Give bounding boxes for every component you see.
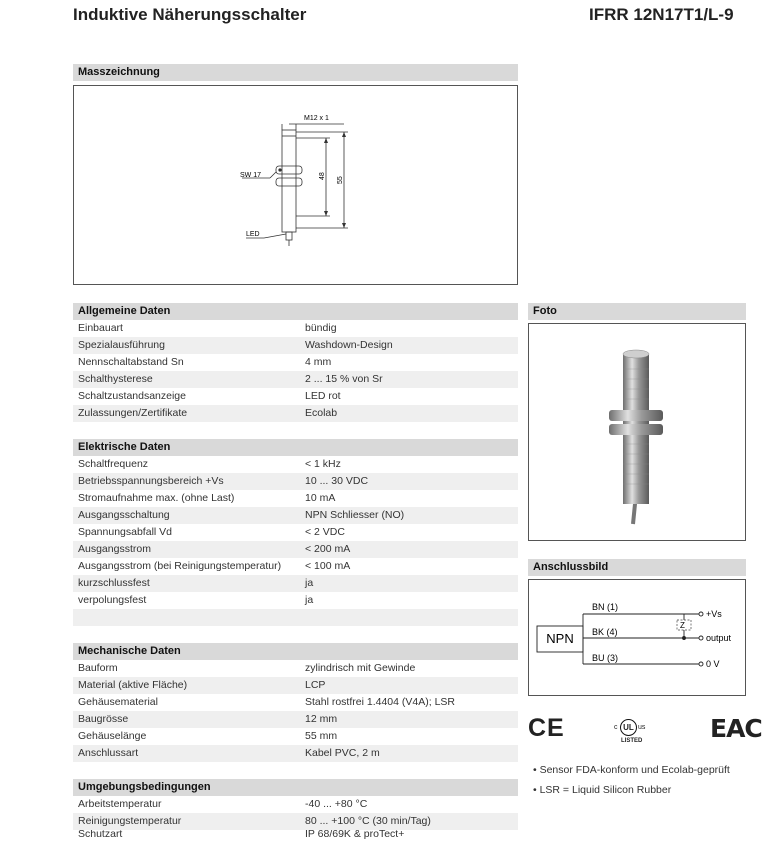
table-row bbox=[73, 728, 518, 745]
thread-label: M12 x 1 bbox=[304, 115, 329, 122]
row-value: 10 mA bbox=[305, 492, 336, 504]
table-row bbox=[73, 524, 518, 541]
dimension-55-label: 55 bbox=[337, 176, 344, 184]
table-row bbox=[73, 354, 518, 371]
row-key: Arbeitstemperatur bbox=[78, 798, 162, 810]
table-row bbox=[73, 813, 518, 830]
row-value: LED rot bbox=[305, 390, 341, 402]
row-value: Washdown-Design bbox=[305, 339, 393, 351]
table-row bbox=[73, 541, 518, 558]
wire-bk-label: BK (4) bbox=[592, 627, 618, 637]
wire-bu-label: BU (3) bbox=[592, 653, 619, 663]
wiring-diagram bbox=[528, 579, 746, 696]
row-key: Schaltfrequenz bbox=[78, 458, 149, 470]
section-heading-mechanische-daten: Mechanische Daten bbox=[73, 643, 518, 660]
led-label: LED bbox=[246, 231, 260, 238]
row-key: Einbauart bbox=[78, 322, 123, 334]
table-row-empty bbox=[73, 609, 518, 626]
eac-mark-icon: EAC bbox=[710, 714, 762, 743]
table-row bbox=[73, 745, 518, 762]
row-key: Ausgangsstrom bbox=[78, 543, 151, 555]
row-value: Kabel PVC, 2 m bbox=[305, 747, 380, 759]
ul-c-label: c bbox=[614, 724, 618, 731]
section-heading-foto: Foto bbox=[528, 303, 746, 320]
load-z-label: Z bbox=[680, 621, 685, 630]
row-value: < 1 kHz bbox=[305, 458, 341, 470]
table-row bbox=[73, 677, 518, 694]
row-value: LCP bbox=[305, 679, 326, 691]
table-row bbox=[73, 371, 518, 388]
row-key: Schaltzustandsanzeige bbox=[78, 390, 186, 402]
table-row bbox=[73, 337, 518, 354]
row-key: Ausgangsschaltung bbox=[78, 509, 170, 521]
row-key: Schalthysterese bbox=[78, 373, 153, 385]
table-row bbox=[73, 660, 518, 677]
table-row bbox=[73, 490, 518, 507]
section-heading-elektrische-daten: Elektrische Daten bbox=[73, 439, 518, 456]
row-key: Zulassungen/Zertifikate bbox=[78, 407, 188, 419]
row-key: Spezialausführung bbox=[78, 339, 165, 351]
table-row bbox=[73, 592, 518, 609]
table-elektrische-daten bbox=[73, 456, 518, 626]
section-heading-allgemeine-daten: Allgemeine Daten bbox=[73, 303, 518, 320]
row-key: Ausgangsstrom (bei Reinigungstemperatur) bbox=[78, 560, 282, 572]
terminal-0v-label: 0 V bbox=[706, 659, 720, 669]
row-key: Bauform bbox=[78, 662, 118, 674]
row-value: bündig bbox=[305, 322, 337, 334]
row-key: Baugrösse bbox=[78, 713, 129, 725]
table-row bbox=[73, 473, 518, 490]
row-value: zylindrisch mit Gewinde bbox=[305, 662, 416, 674]
row-key: verpolungsfest bbox=[78, 594, 147, 606]
row-value: NPN Schliesser (NO) bbox=[305, 509, 405, 521]
row-key: Nennschaltabstand Sn bbox=[78, 356, 184, 368]
row-value: 80 ... +100 °C (30 min/Tag) bbox=[305, 815, 431, 827]
table-row bbox=[73, 830, 518, 841]
table-row bbox=[73, 507, 518, 524]
table-row bbox=[73, 796, 518, 813]
row-key: Anschlussart bbox=[78, 747, 139, 759]
table-row bbox=[73, 405, 518, 422]
row-value: Ecolab bbox=[305, 407, 338, 419]
table-umgebungsbedingungen bbox=[73, 796, 518, 841]
row-value: 10 ... 30 VDC bbox=[305, 475, 369, 487]
row-key: kurzschlussfest bbox=[78, 577, 150, 589]
table-allgemeine-daten bbox=[73, 320, 518, 422]
table-row bbox=[73, 456, 518, 473]
row-key: Reinigungstemperatur bbox=[78, 815, 182, 827]
ul-listed-mark-icon bbox=[614, 719, 650, 745]
row-value: ja bbox=[305, 594, 314, 606]
row-key: Spannungsabfall Vd bbox=[78, 526, 172, 538]
table-row bbox=[73, 575, 518, 592]
row-value: < 200 mA bbox=[305, 543, 351, 555]
row-value: 55 mm bbox=[305, 730, 338, 742]
row-value: < 2 VDC bbox=[305, 526, 345, 538]
ce-mark-icon: CE bbox=[528, 714, 565, 742]
ul-logo: UL bbox=[620, 719, 637, 736]
row-value: 2 ... 15 % von Sr bbox=[305, 373, 383, 385]
section-heading-masszeichnung: Masszeichnung bbox=[73, 64, 518, 81]
ul-listed-label: LISTED bbox=[621, 738, 643, 744]
note-fda: • Sensor FDA-konform und Ecolab-geprüft bbox=[533, 764, 730, 776]
npn-label: NPN bbox=[546, 631, 574, 646]
row-key: Stromaufnahme max. (ohne Last) bbox=[78, 492, 235, 504]
row-value: ja bbox=[305, 577, 314, 589]
table-row bbox=[73, 694, 518, 711]
model-number: IFRR 12N17T1/L-9 bbox=[589, 5, 734, 24]
wiring-diagram-svg bbox=[529, 580, 745, 695]
row-key: Schutzart bbox=[78, 830, 123, 840]
row-value: IP 68/69K & proTect+ bbox=[305, 830, 405, 840]
terminal-vs-label: +Vs bbox=[706, 609, 722, 619]
dimension-drawing bbox=[73, 85, 518, 285]
product-photo bbox=[528, 323, 746, 541]
wire-bn-label: BN (1) bbox=[592, 602, 619, 612]
row-value: 4 mm bbox=[305, 356, 332, 368]
section-heading-umgebungsbedingungen: Umgebungsbedingungen bbox=[73, 779, 518, 796]
row-key: Material (aktive Fläche) bbox=[78, 679, 188, 691]
table-row bbox=[73, 711, 518, 728]
terminal-output-label: output bbox=[706, 633, 732, 643]
wrench-size-label: SW 17 bbox=[240, 172, 262, 179]
ul-us-label: us bbox=[638, 724, 646, 731]
row-value: Stahl rostfrei 1.4404 (V4A); LSR bbox=[305, 696, 455, 708]
row-value: 12 mm bbox=[305, 713, 338, 725]
row-key: Betriebsspannungsbereich +Vs bbox=[78, 475, 224, 487]
table-row bbox=[73, 320, 518, 337]
document-title: Induktive Näherungsschalter bbox=[73, 5, 307, 24]
note-lsr: • LSR = Liquid Silicon Rubber bbox=[533, 784, 672, 796]
dimension-48-label: 48 bbox=[319, 172, 326, 180]
section-heading-anschlussbild: Anschlussbild bbox=[528, 559, 746, 576]
table-mechanische-daten bbox=[73, 660, 518, 762]
row-key: Gehäuselänge bbox=[78, 730, 147, 742]
row-value: -40 ... +80 °C bbox=[305, 798, 368, 810]
sensor-photo-image bbox=[529, 324, 745, 540]
table-row bbox=[73, 388, 518, 405]
row-value: < 100 mA bbox=[305, 560, 351, 572]
table-row bbox=[73, 558, 518, 575]
dimension-drawing-svg bbox=[74, 86, 517, 284]
row-key: Gehäusematerial bbox=[78, 696, 158, 708]
